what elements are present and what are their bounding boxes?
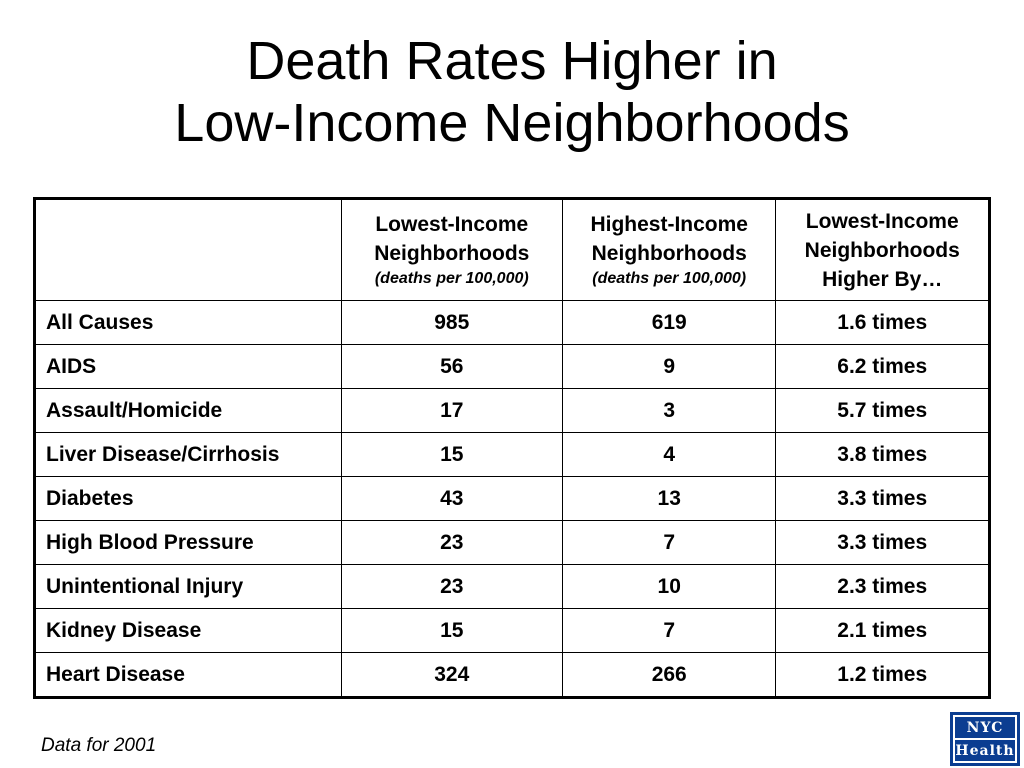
header-highest-line-1: Highest-Income <box>590 213 748 236</box>
header-higher-line-3: Higher By… <box>822 267 943 291</box>
highest-income-rate-cell: 13 <box>562 477 776 521</box>
ratio-cell: 3.8 times <box>776 433 990 477</box>
lowest-income-rate-cell: 23 <box>341 521 562 565</box>
header-lowest-unit: (deaths per 100,000) <box>374 270 529 287</box>
table-row <box>35 301 990 345</box>
header-higher-line-1: Lowest-Income <box>805 209 959 233</box>
death-rates-table <box>33 197 991 699</box>
highest-income-rate-cell: 7 <box>562 609 776 653</box>
table-row <box>35 521 990 565</box>
slide-title <box>0 30 1024 154</box>
ratio-cell: 3.3 times <box>776 521 990 565</box>
lowest-income-rate-cell: 43 <box>341 477 562 521</box>
highest-income-rate-cell: 3 <box>562 389 776 433</box>
header-higher-line-2: Neighborhoods <box>804 238 960 262</box>
lowest-income-rate-cell: 17 <box>341 389 562 433</box>
header-highest-line-2: Neighborhoods <box>591 242 747 265</box>
table-row <box>35 433 990 477</box>
cause-cell: Assault/Homicide <box>35 389 342 433</box>
header-higher-by <box>776 199 990 301</box>
table-row <box>35 609 990 653</box>
ratio-cell: 2.3 times <box>776 565 990 609</box>
ratio-cell: 6.2 times <box>776 345 990 389</box>
table-row <box>35 653 990 698</box>
cause-cell: Heart Disease <box>35 653 342 698</box>
lowest-income-rate-cell: 15 <box>341 609 562 653</box>
lowest-income-rate-cell: 23 <box>341 565 562 609</box>
logo-frame <box>953 715 1017 763</box>
highest-income-rate-cell: 4 <box>562 433 776 477</box>
cause-cell: Liver Disease/Cirrhosis <box>35 433 342 477</box>
title-line-1: Death Rates Higher in <box>246 31 778 91</box>
ratio-cell: 1.6 times <box>776 301 990 345</box>
header-lowest-line-2: Neighborhoods <box>374 242 530 265</box>
header-empty-cell <box>35 199 342 301</box>
lowest-income-rate-cell: 324 <box>341 653 562 698</box>
highest-income-rate-cell: 10 <box>562 565 776 609</box>
cause-cell: Unintentional Injury <box>35 565 342 609</box>
table-row <box>35 389 990 433</box>
title-line-2: Low-Income Neighborhoods <box>174 93 850 153</box>
lowest-income-rate-cell: 15 <box>341 433 562 477</box>
logo-nyc-text: NYC <box>955 717 1015 740</box>
ratio-cell: 3.3 times <box>776 477 990 521</box>
lowest-income-rate-cell: 56 <box>341 345 562 389</box>
header-lowest-line-1: Lowest-Income <box>375 213 529 236</box>
header-row <box>35 199 990 301</box>
highest-income-rate-cell: 7 <box>562 521 776 565</box>
header-highest-income <box>562 199 776 301</box>
highest-income-rate-cell: 266 <box>562 653 776 698</box>
data-year-footnote: Data for 2001 <box>41 735 157 756</box>
cause-cell: Diabetes <box>35 477 342 521</box>
table-row <box>35 345 990 389</box>
table-row <box>35 565 990 609</box>
header-highest-unit: (deaths per 100,000) <box>592 270 747 287</box>
ratio-cell: 2.1 times <box>776 609 990 653</box>
cause-cell: Kidney Disease <box>35 609 342 653</box>
highest-income-rate-cell: 9 <box>562 345 776 389</box>
cause-cell: All Causes <box>35 301 342 345</box>
highest-income-rate-cell: 619 <box>562 301 776 345</box>
cause-cell: High Blood Pressure <box>35 521 342 565</box>
table-row <box>35 477 990 521</box>
ratio-cell: 1.2 times <box>776 653 990 698</box>
header-lowest-income <box>341 199 562 301</box>
lowest-income-rate-cell: 985 <box>341 301 562 345</box>
cause-cell: AIDS <box>35 345 342 389</box>
ratio-cell: 5.7 times <box>776 389 990 433</box>
logo-health-text: Health <box>955 742 1015 759</box>
nyc-health-logo <box>950 712 1020 766</box>
